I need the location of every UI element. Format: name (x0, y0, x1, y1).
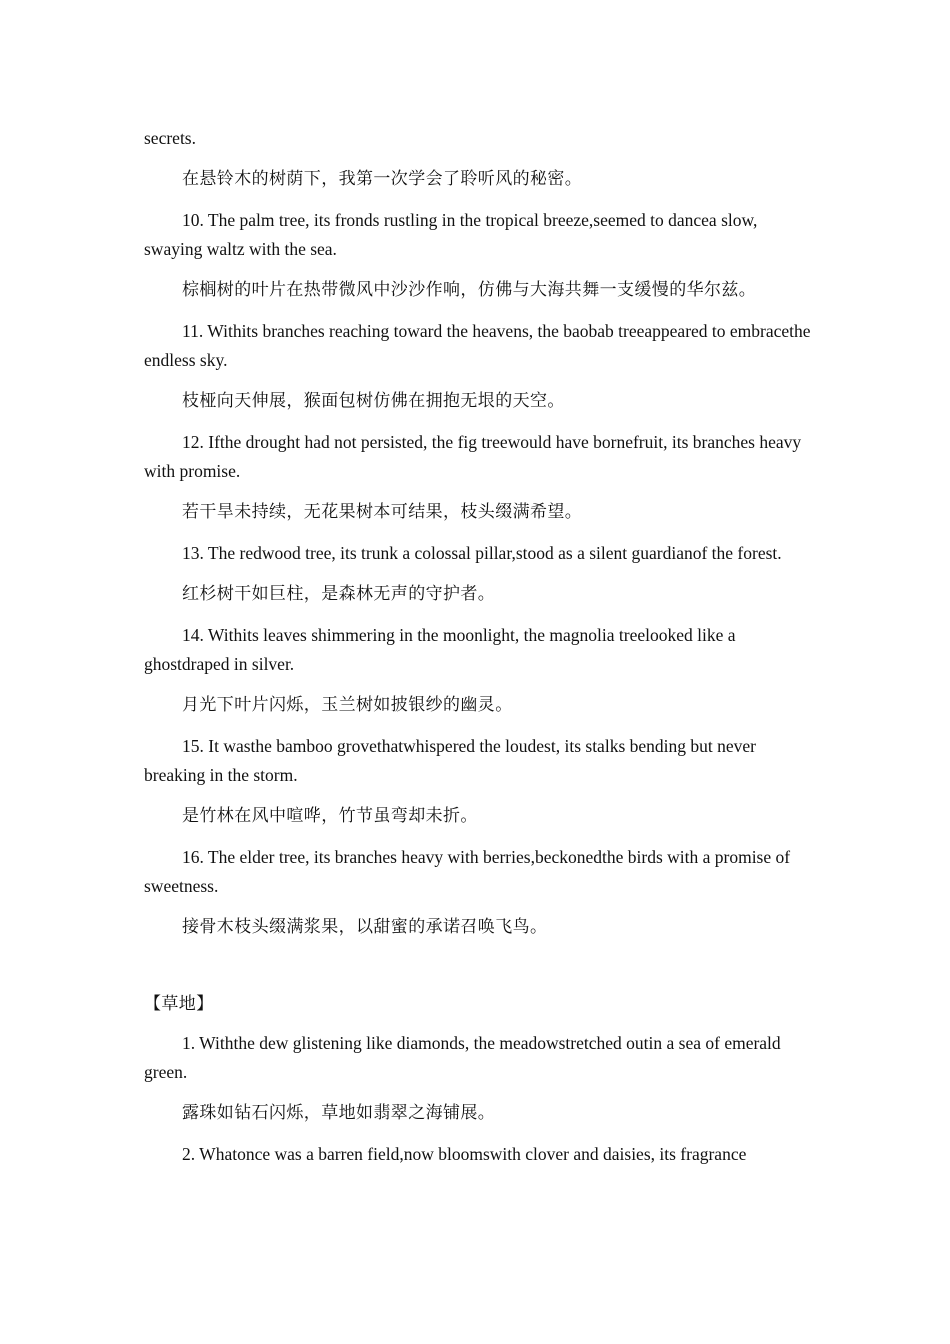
paragraph-english: 10. The palm tree, its fronds rustling in the tropical breeze,seemed to dancea slow, swaying waltz with the sea. (144, 210, 758, 259)
paragraph-english: 12. Ifthe drought had not persisted, the fig treewould have bornefruit, its branches heavy with promise. (144, 432, 802, 481)
paragraph-chinese: 接骨木枝头缀满浆果，以甜蜜的承诺召唤飞鸟。 (182, 917, 548, 937)
paragraph-english: 2. Whatonce was a barren field,now bloomswith clover and daisies, its fragrance (182, 1144, 747, 1164)
paragraph-chinese: 在悬铃木的树荫下，我第一次学会了聆听风的秘密。 (182, 169, 583, 189)
paragraph-english: 11. Withits branches reaching toward the heavens, the baobab treeappeared to embracethe endless sky. (144, 321, 811, 370)
paragraph-chinese: 枝桠向天伸展，猴面包树仿佛在拥抱无垠的天空。 (182, 391, 565, 411)
paragraph-chinese: 棕榈树的叶片在热带微风中沙沙作响，仿佛与大海共舞一支缓慢的华尔兹。 (182, 280, 757, 300)
paragraph-chinese: 是竹林在风中喧哗，竹节虽弯却未折。 (182, 806, 478, 826)
paragraph-english: 1. Withthe dew glistening like diamonds, the meadowstretched outin a sea of emerald green. (144, 1033, 781, 1082)
paragraph-english: 15. It wasthe bamboo grovethatwhispered the loudest, its stalks bending but never breaking in the storm. (144, 736, 756, 785)
paragraph-chinese: 若干旱未持续，无花果树本可结果，枝头缀满希望。 (182, 502, 583, 522)
paragraph-english: 16. The elder tree, its branches heavy with berries,beckonedthe birds with a promise of sweetness. (144, 847, 791, 896)
paragraph-english: secrets. (144, 128, 196, 148)
paragraph-chinese: 红杉树干如巨柱，是森林无声的守护者。 (182, 584, 496, 604)
document-body (144, 124, 816, 1181)
section-heading: 【草地】 (144, 994, 214, 1014)
paragraph-chinese: 月光下叶片闪烁，玉兰树如披银纱的幽灵。 (182, 695, 513, 715)
paragraph-english: 14. Withits leaves shimmering in the moonlight, the magnolia treelooked like a ghostdraped in silver. (144, 625, 736, 674)
paragraph-english: 13. The redwood tree, its trunk a colossal pillar,stood as a silent guardianof the forest. (182, 543, 782, 563)
paragraph-chinese: 露珠如钻石闪烁，草地如翡翠之海铺展。 (182, 1103, 496, 1123)
